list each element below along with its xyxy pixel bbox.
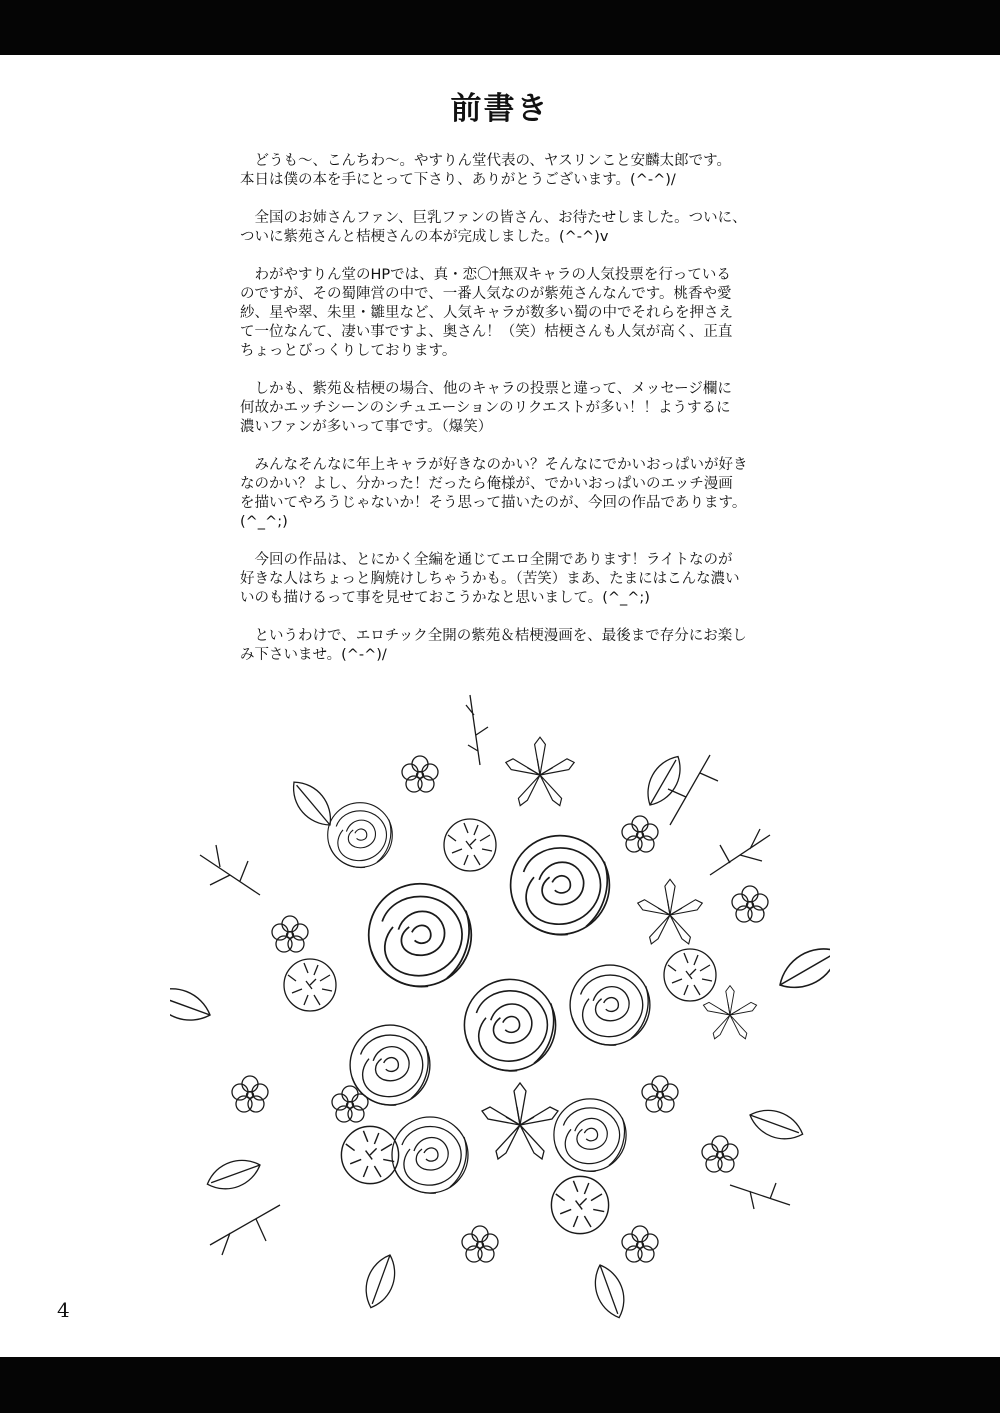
paragraph-3: わがやすりん堂のHPでは、真・恋〇†無双キャラの人気投票を行っている のですが、その蜀陣営の中で、一番人気なのが紫苑さんなんです。桃香や愛 紗、星や翠、朱里・雛里など、人気キャラが数多い蜀の中でそれらを押さえ て一位なんて、凄い事ですよ、奥さん！（笑）桔梗さんも人気が高く、正直 ちょっとびっくりしております。 bbox=[240, 267, 733, 359]
paragraph-1: どうも〜、こんちわ〜。やすりん堂代表の、ヤスリンこと安麟太郎です。 本日は僕の本を手にとって下さり、ありがとうございます。(^-^)/ bbox=[240, 153, 731, 188]
paragraph-7: というわけで、エロチック全開の紫苑＆桔梗漫画を、最後まで存分にお楽し み下さいませ。(^-^)/ bbox=[240, 628, 747, 663]
page-title: 前書き bbox=[450, 91, 550, 127]
page-number: 4 bbox=[57, 1298, 70, 1322]
foreword-text bbox=[240, 152, 800, 684]
bottom-black-border bbox=[0, 1357, 1000, 1413]
paragraph-4: しかも、紫苑＆桔梗の場合、他のキャラの投票と違って、メッセージ欄に 何故かエッチシーンのシチュエーションのリクエストが多い！！ようするに 濃いファンが多いって事です。（爆笑） bbox=[240, 381, 732, 435]
top-black-border bbox=[0, 0, 1000, 55]
flower-bouquet-illustration bbox=[170, 685, 830, 1345]
paragraph-2: 全国のお姉さんファン、巨乳ファンの皆さん、お待たせしました。ついに、 ついに紫苑さんと桔梗さんの本が完成しました。(^-^)v bbox=[240, 210, 747, 245]
paragraph-6: 今回の作品は、とにかく全編を通じてエロ全開であります！ライトなのが 好きな人はちょっと胸焼けしちゃうかも。（苦笑）まあ、たまにはこんな濃い いのも描けるって事を見せておこうかなと思いまして。(^_^;) bbox=[240, 552, 740, 606]
paragraph-5: みんなそんなに年上キャラが好きなのかい？そんなにでかいおっぱいが好き なのかい？よし、分かった！だったら俺様が、でかいおっぱいのエッチ漫画 を描いてやろうじゃないか！そう思って描いたのが、今回の作品であります。 (^_^;) bbox=[240, 457, 748, 530]
